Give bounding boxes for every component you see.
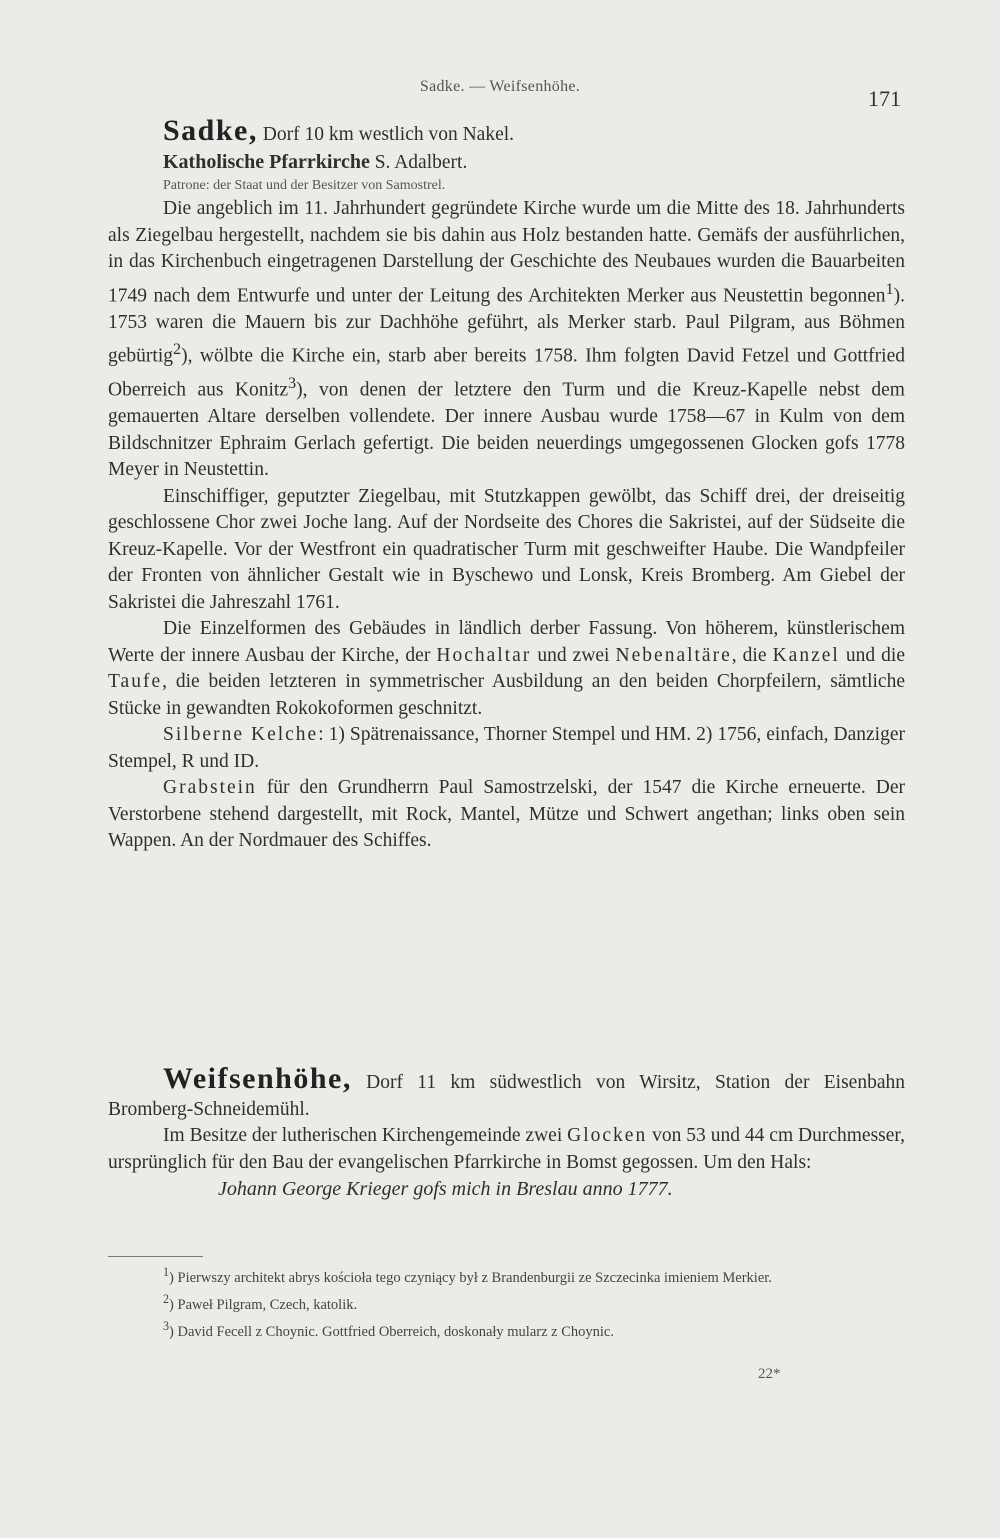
- footnote-text: ) Paweł Pilgram, Czech, katolik.: [169, 1296, 358, 1313]
- signature-mark: 22*: [758, 1366, 781, 1382]
- term-grabstein: Grabstein: [163, 777, 257, 798]
- footnote-mark: 3: [163, 1318, 170, 1333]
- sadke-paragraph-building: Einschiffiger, geputzter Ziegelbau, mit Stutzkappen gewölbt, das Schiff drei, der dreiseitig geschlossene Chor zwei Joche lang. Auf der Nordseite des Chores die Sakristei, auf der Südseite die Kreuz-Kapelle. Vor der Westfront ein quadratischer Turm mit geschweifter Haube. Die Wandpfeiler der Fronten von ähnlicher Gestalt wie in Byschewo und Lonsk, Kreis Bromberg. Am Giebel der Sakristei die Jahreszahl 1761.: [108, 485, 905, 613]
- footnote-ref-3: 3: [288, 374, 297, 392]
- bell-inscription: Johann George Krieger gofs mich in Breslau anno 1777.: [218, 1178, 673, 1200]
- sadke-paragraph-interior: [108, 616, 905, 722]
- text-run: ), von denen der letztere den Turm und die Kreuz-Kapelle nebst dem gemauerten Altare derselben vollendete. Der innere Ausbau wurde 1758—67 in Kulm von dem Bildschnitzer Ephraim Gerlach gefertigt. Die beiden neuerdings umgegossenen Glocken gofs 1778 Meyer in Neustettin.: [108, 379, 905, 480]
- weissenhoehe-paragraph-bells: [108, 1123, 905, 1176]
- text-run: und die: [839, 644, 906, 666]
- running-head: Sadke. — Weifsenhöhe.: [419, 78, 581, 95]
- sadke-place-name: Sadke,: [163, 114, 258, 147]
- text-run: Die angeblich im 11. Jahrhundert gegründete Kirche wurde um die Mitte des 18. Jahrhunderts als Ziegelbau hergestellt, nachdem sie bis dahin aus Holz bestanden hatte. Gemäfs der ausführlichen, in das Kirchenbuch eingetragenen Darstellung der Geschichte des Neubaues wurden die Bauarbeiten 1749 nach dem Entwurfe und unter der Leitung des Architekten Merker aus Neustettin begonnen: [108, 198, 905, 306]
- page-number: 171: [868, 86, 901, 111]
- church-heading: [108, 149, 905, 177]
- footnote-text: ) Pierwszy architekt abrys kościoła tego czyniący był z Brandenburgii ze Szczecinka imieniem Merkier.: [169, 1269, 772, 1286]
- sadke-entry: [108, 114, 906, 855]
- footnote-rule: [108, 1256, 203, 1257]
- sadke-location: Dorf 10 km westlich von Nakel.: [257, 124, 515, 145]
- text-run: ). 1753 waren die Mauern bis zur Dachhöhe geführt, als Merker starb. Paul Pilgram, aus Böhmen gebürtig: [108, 285, 905, 367]
- term-kanzel: Kanzel: [772, 644, 840, 666]
- text-run: Im Besitze der lutherischen Kirchengemeinde zwei: [163, 1125, 568, 1146]
- weissenhoehe-place-name: Weifsenhöhe,: [163, 1062, 352, 1095]
- weissenhoehe-heading: [108, 1062, 905, 1123]
- footnotes: [108, 1262, 905, 1342]
- term-kelche: Silberne Kelche: [163, 724, 319, 745]
- text-run: : 1) Spätrenaissance, Thorner Stempel und HM. 2) 1756, einfach, Danziger Stempel, R und ID.: [108, 724, 905, 772]
- text-run: , die: [731, 644, 773, 666]
- sadke-paragraph-history: [108, 196, 905, 484]
- term-hochaltar: Hochaltar: [436, 644, 532, 666]
- footnote-mark: 1: [163, 1265, 170, 1279]
- sadke-heading: [108, 114, 905, 149]
- church-saint: S. Adalbert.: [369, 151, 468, 173]
- footnote-text: ) David Fecell z Choynic. Gottfried Oberreich, doskonały mularz z Choynic.: [169, 1323, 614, 1340]
- footnote-3: [108, 1316, 905, 1343]
- sadke-paragraph-kelche: [108, 722, 905, 775]
- church-type: Katholische Pfarrkirche: [163, 150, 370, 173]
- text-run: ), wölbte die Kirche ein, starb aber bereits 1758. Ihm folgten David Fetzel und Gottfried Oberreich aus Konitz: [108, 345, 905, 401]
- sadke-paragraph-grabstein: [108, 775, 905, 855]
- text-run: von 53 und 44 cm Durchmesser, ursprünglich für den Bau der evangelischen Pfarrkirche in Bomst gegossen. Um den Hals:: [108, 1125, 905, 1173]
- weissenhoehe-location: Dorf 11 km südwestlich von Wirsitz, Station der Eisenbahn Bromberg-Schneidemühl.: [108, 1072, 905, 1120]
- footnote-2: [108, 1289, 905, 1316]
- text-run: für den Grundherrn Paul Samostrzelski, der 1547 die Kirche erneuerte. Der Verstorbene stehend dargestellt, mit Rock, Mantel, Mütze und Schwert angethan; links oben sein Wappen. An der Nordmauer des Schiffes.: [108, 777, 905, 851]
- term-taufe: Taufe: [108, 671, 163, 692]
- term-glocken: Glocken: [567, 1125, 648, 1146]
- footnote-ref-2: 2: [172, 340, 182, 358]
- footnote-mark: 2: [163, 1291, 170, 1306]
- text-run: Die Einzelformen des Gebäudes in ländlich derber Fassung. Von höherem, künstlerischem Werte der innere Ausbau der Kirche, der: [108, 618, 905, 666]
- footnote-1: [108, 1262, 905, 1289]
- footnote-ref-1: 1: [885, 279, 894, 298]
- patrone-line: Patrone: der Staat und der Besitzer von Samostrel.: [163, 178, 446, 193]
- term-nebenaltaere: Nebenaltäre: [615, 644, 732, 666]
- text-run: , die beiden letzteren in symmetrischer Ausbildung an den beiden Chorpfeilern, sämtliche Stücke in gewandten Rokokoformen geschnitzt.: [108, 671, 905, 719]
- text-run: und zwei: [531, 644, 616, 666]
- weissenhoehe-entry: [108, 1062, 905, 1203]
